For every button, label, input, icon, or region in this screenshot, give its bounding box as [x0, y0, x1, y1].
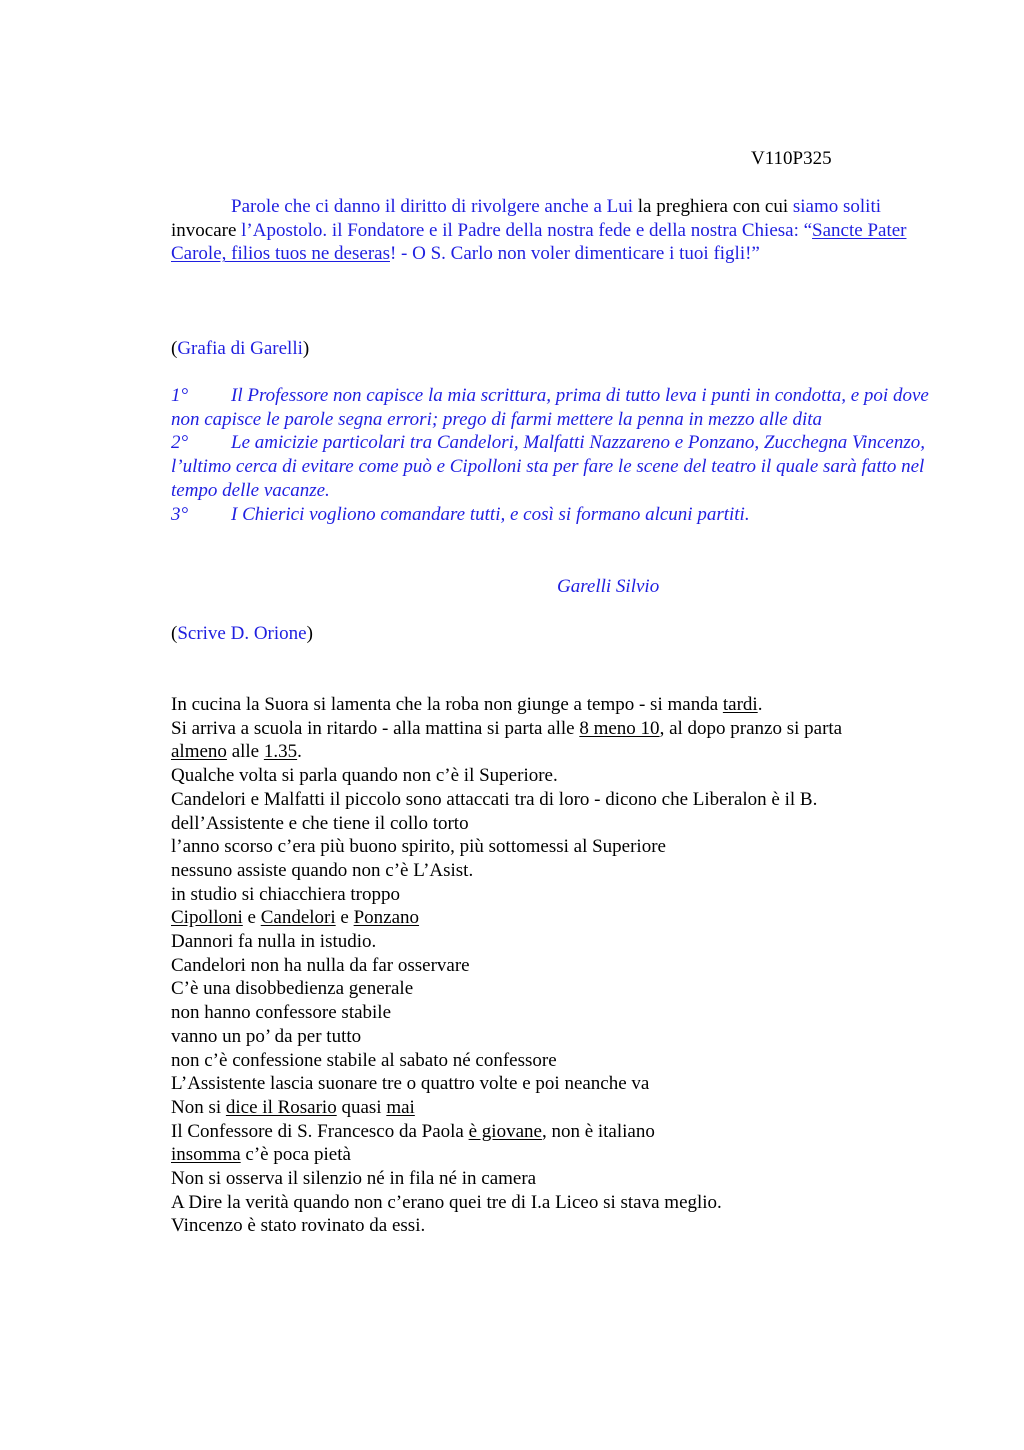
notes-list [171, 693, 842, 1238]
intro-span-7: ! - O S. Carlo non voler dimenticare i tuoi figli!” [389, 243, 760, 265]
page-code: V110P325 [751, 148, 832, 169]
underlined-word: 8 meno 10 [579, 717, 660, 739]
list-item [171, 503, 931, 527]
underlined-word: mai [386, 1096, 415, 1118]
list-item-text: Il Professore non capisce la mia scrittura, prima di tutto leva i punti in condotta, e poi dove non capisce le parole segna errori; prego di farmi mettere la penna in mezzo alle dita [171, 385, 929, 430]
list-item [171, 384, 931, 431]
note-line: Si arriva a scuola in ritardo - alla mattina si parta alle 8 meno 10, al dopo pranzo si parta [171, 717, 843, 739]
note-line: Dannori fa nulla in istudio. [171, 931, 377, 953]
numbered-list [171, 384, 931, 526]
note-line: L’Assistente lascia suonare tre o quattro volte e poi neanche va [171, 1073, 650, 1095]
note-line: nessuno assiste quando non c’è L’Asist. [171, 859, 474, 881]
paren-close: ) [302, 338, 310, 359]
note-line: A Dire la verità quando non c’erano quei tre di I.a Liceo si stava meglio. [171, 1191, 722, 1213]
paren-open: ( [171, 338, 178, 359]
note-line: non c’è confessione stabile al sabato né confessore [171, 1049, 557, 1071]
paren-close: ) [306, 623, 313, 644]
note-line: vanno un po’ da per tutto [171, 1025, 362, 1047]
note-line: Vincenzo è stato rovinato da essi. [171, 1215, 426, 1237]
intro-span-5: l’Apostolo. il Fondatore e il Padre della nostra fede e della nostra Chiesa: “ [241, 219, 813, 241]
underlined-word: insomma [171, 1144, 241, 1166]
list-item [171, 431, 931, 502]
section-heading-orione [171, 622, 313, 646]
underlined-word: dice il Rosario [225, 1096, 337, 1118]
list-item-number: 3° [171, 503, 189, 525]
underlined-word: Ponzano [353, 907, 420, 929]
note-line: Il Confessore di S. Francesco da Paola è giovane, non è italiano [171, 1120, 655, 1142]
intro-latin-quote: Sancte Pater Carole, filios tuos ne deseras [171, 219, 907, 265]
underlined-word: 1.35 [263, 741, 298, 763]
note-line: dell’Assistente e che tiene il collo torto [171, 812, 469, 834]
note-line: Candelori non ha nulla da far osservare [171, 954, 470, 976]
underlined-word: è giovane [468, 1120, 542, 1142]
underlined-word: tardi [722, 694, 758, 715]
underlined-word: Cipolloni [171, 907, 243, 929]
note-line: non hanno confessore stabile [171, 1002, 392, 1024]
list-item-number: 2° [171, 432, 189, 454]
note-line: almeno alle 1.35. [171, 741, 302, 763]
list-item-text: I Chierici vogliono comandare tutti, e così si formano alcuni partiti. [231, 503, 750, 525]
list-item-number: 1° [171, 385, 189, 406]
signature: Garelli Silvio [557, 576, 660, 597]
note-line: insomma c’è poca pietà [171, 1144, 351, 1166]
note-line: Non si dice il Rosario quasi mai [171, 1096, 415, 1118]
note-line: Candelori e Malfatti il piccolo sono attaccati tra di loro - dicono che Liberalon è il B. [171, 788, 818, 810]
note-line: in studio si chiacchiera troppo [171, 883, 400, 905]
section-label: Scrive D. Orione [177, 623, 307, 644]
underlined-word: Candelori [260, 907, 336, 929]
underlined-word: almeno [171, 741, 227, 763]
note-line: l’anno scorso c’era più buono spirito, più sottomessi al Superiore [171, 836, 666, 858]
note-line: Cipolloni e Candelori e Ponzano [171, 907, 420, 929]
intro-span-4: invocare [171, 219, 242, 241]
paren-open: ( [171, 623, 178, 644]
section-heading-garelli [171, 337, 309, 361]
intro-span-3: siamo soliti [792, 196, 882, 217]
note-line: Qualche volta si parla quando non c’è il Superiore. [171, 765, 558, 787]
note-line: Non si osserva il silenzio né in fila né in camera [171, 1168, 537, 1190]
intro-paragraph [171, 195, 931, 266]
list-item-text: Le amicizie particolari tra Candelori, Malfatti Nazzareno e Ponzano, Zucchegna Vincenzo, l’ultimo cerca di evitare come può e Cipolloni sta per fare le scene del teatro il quale sarà fatto nel tempo delle vacanze. [171, 432, 925, 501]
section-label: Grafia di Garelli [177, 338, 303, 359]
note-line: In cucina la Suora si lamenta che la roba non giunge a tempo - si manda tardi. [171, 694, 763, 715]
intro-span-1: Parole che ci danno il diritto di rivolgere anche a Lui [231, 196, 634, 217]
intro-span-2: la preghiera con cui [633, 196, 793, 217]
note-line: C’è una disobbedienza generale [171, 978, 414, 1000]
